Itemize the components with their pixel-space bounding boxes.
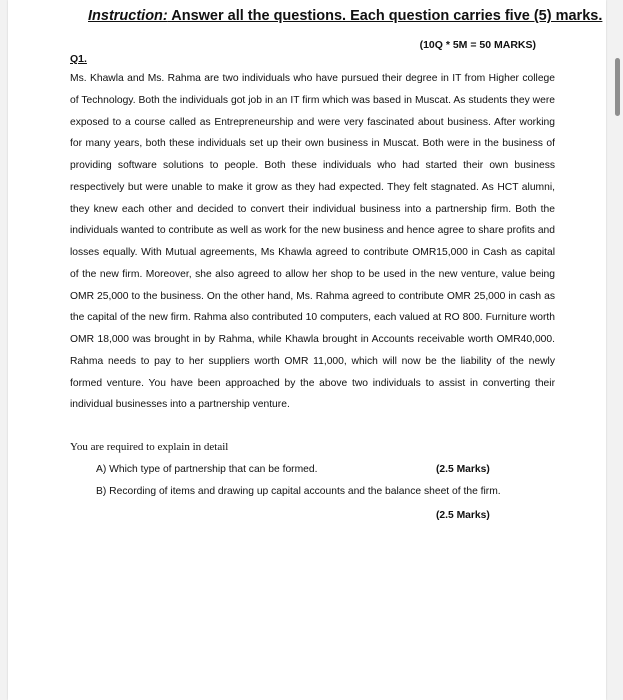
total-marks: (10Q * 5M = 50 MARKS) [419,39,536,51]
document-page [8,0,606,700]
part-b-text: B) Recording of items and drawing up capital accounts and the balance sheet of the firm. [96,486,501,497]
part-b-marks: (2.5 Marks) [436,510,490,521]
question-body: Ms. Khawla and Ms. Rahma are two individuals who have pursued their degree in IT from Higher college of Technology. Both the individuals got job in an IT firm which was based in Muscat. As students they were exposed to a course called as Entrepreneurship and were very fascinated about business. After working for many years, both these individuals set up their own business in Muscat. Both were in the business of providing software solutions to people. Both these individuals who had started their own business respectively but were unable to make it grow as they had expected. They felt stagnated. As HCT alumni, they knew each other and decided to convert their individual business into a partnership firm. Both the individuals wanted to contribute as well as work for the new business and hence agree to share profits and losses equally. With Mutual agreements, Ms Khawla agreed to contribute OMR15,000 in Cash as capital of the new firm. Moreover, she also agreed to allow her shop to be used in the new venture, value being OMR 25,000 to the business. On the other hand, Ms. Rahma agreed to contribute OMR 25,000 in cash as the capital of the new firm. Rahma also contributed 10 computers, each valued at RO 800. Furniture worth OMR 18,000 was brought in by Rahma, while Khawla brought in Accounts receivable worth OMR40,000. Rahma needs to pay to her suppliers worth OMR 11,000, which will now be the liability of the newly formed venture. You have been approached by the above two individuals to assist in converting their individual businesses into a partnership venture. [70,73,555,411]
instruction-label: Instruction: [88,8,168,24]
part-a-text: A) Which type of partnership that can be formed. [96,464,318,475]
question-label: Q1. [70,53,87,65]
scrollbar-thumb[interactable] [615,58,620,116]
part-a-marks: (2.5 Marks) [436,464,490,475]
page-title [88,8,603,24]
scrollbar-track[interactable] [611,0,623,700]
question-instruction: You are required to explain in detail [70,441,229,453]
instruction-text: Answer all the questions. Each question carries five (5) marks. [167,8,603,24]
